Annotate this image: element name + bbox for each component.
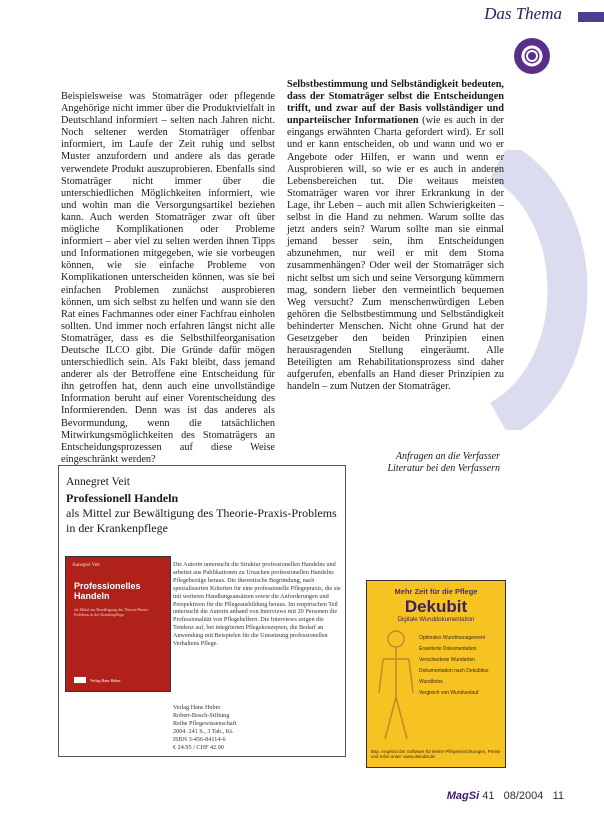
publisher-logo-icon <box>74 677 86 683</box>
feature-item: Verschiedene Wundarten <box>419 657 476 663</box>
publisher-line: ISBN 3-456-84114-6 <box>173 735 226 743</box>
cover-subtitle: als Mittel zur Bewältigung des Theorie-Praxis-Problems in der Krankenpflege <box>74 607 150 617</box>
book-description: Die Autorin untersucht die Struktur professionellen Handelns und arbeitet aus Publikationen zu Ursachen professionellen Handelns Pflegebezüge heraus. Die theoretische Begründung, nach spezialisierten Kriterien für eine professionelle Pflegepraxis, die sie mit weiteren Handlungsansätzen sowie die Anforderungen und Perspektiven für die Pflegeausbildung heraus. Im empirischen Teil untersucht die Autorin anhand von Interviews mit 20 Personen die Professionalität von Pflegehelfern. Die Interviews zeigen die Tendenz auf, bei integrierten Pflegekonzepten, die Bedarf an Anwendung mit Beispielen für die Umsetzung professionellen Verhaltens Pflege. <box>173 561 341 648</box>
dekubit-advertisement[interactable] <box>366 580 506 768</box>
publisher-line: Reihe Pflegewissenschaft <box>173 719 237 727</box>
cover-publisher: Verlag Hans Huber <box>90 678 121 683</box>
ad-brand: Dekubit <box>404 597 468 616</box>
book-cover-image <box>65 556 171 692</box>
body-text: (wie es auch in der eingangs erwähnten Charta gefordert wird). Er soll und er kann entscheiden, ob und wann und wo er Angebote oder Hilfen, er wann und wenn er Ausprobieren will, so wie er es auch in anderen Lebensbereichen tut. Die weitaus meisten Stomaträger waren vor ihrer Erkrankung in der Lage, ihr Leben – auch mit allen Schwierigkeiten – selbst in die Hand zu nehmen. Warum sollte das jetzt anders sein? Warum sollte man sie einmal jemand besser sein, ihm Entscheidungen abzunehmen, nur weil er mit dem Stoma zusammenhängen? Oder weil der Stomaträger sich nicht selbst um sich und seine Versorgung kümmern mag, sondern lieber den vermeintlich bequemen Weg versucht? Zum menschenwürdigen Leben gehören die Selbstbestimmung und Selbständigkeit behinderter Menschen. Nicht ohne Grund hat der Gesetzgeber den beiden Prinzipien einen herausragenden Stellung eingeräumt. Alle Beteiligten am Rehabilitationsprozess sind daher aufgerufen, ebenfalls an Hand dieser Prinzipien zu handeln – zum Nutzen der Stomaträger. <box>287 115 504 393</box>
cover-author: Annegret Veit <box>72 563 100 568</box>
article-right-column <box>287 79 504 393</box>
ad-tagline: Mehr Zeit für die Pflege <box>394 587 478 596</box>
sources-note <box>330 451 500 475</box>
publisher-line: € 24.95 / CHF 42.90 <box>173 743 224 751</box>
feature-item: Erweiterte Dokumentation <box>419 646 477 652</box>
publisher-line: Robert-Bosch-Stiftung <box>173 711 230 719</box>
publisher-info <box>173 704 333 751</box>
issue-date: 08/2004 <box>503 790 544 802</box>
sources-line: Literatur bei den Verfassern <box>387 463 500 474</box>
lead-text: Selbstbestimmung und Selbständigkeit bedeuten, dass der Stomaträger selbst die Entscheidungen trifft, und zwar auf der Basis vollständiger und unparteiischer Informationen <box>287 79 504 127</box>
ad-brand-subtitle: Digitale Wunddokumentation <box>397 617 475 623</box>
sources-line: Anfragen an die Verfasser <box>395 451 500 462</box>
cover-title: Professionelles Handeln <box>74 581 141 601</box>
ad-footer: Bsp. Angebot der Software für kleine Pflegeeinrichtungen, Preise und Infos unter: www.dekubit.de <box>371 749 501 759</box>
section-title: Das Thema <box>484 4 562 23</box>
publisher-line: Verlag Hans Huber <box>173 704 221 711</box>
body-figure-icon <box>373 627 419 747</box>
book-title-block <box>66 491 341 536</box>
feature-item: Optimales Wundmanagement <box>419 635 486 641</box>
book-title: Professionell Handeln <box>66 491 179 505</box>
section-color-bar <box>578 12 604 22</box>
issue-number: 41 <box>482 790 495 802</box>
page-number: 11 <box>552 790 564 802</box>
magazine-name: MagSi <box>446 790 480 802</box>
article-paragraph <box>287 79 504 393</box>
book-subtitle: als Mittel zur Bewältigung des Theorie-Praxis-Problems in der Krankenpflege <box>66 506 337 535</box>
book-advertisement[interactable] <box>58 465 346 757</box>
ring-logo-icon <box>514 38 550 74</box>
ad-feature-list <box>419 635 499 701</box>
feature-item: Vergleich von Wundverlauf <box>419 690 479 696</box>
feature-item: Dokumentation nach Dekubitus <box>419 668 489 674</box>
book-author: Annegret Veit <box>66 476 130 488</box>
article-left-column <box>61 91 275 466</box>
publisher-line: 2004. 241 S., 3 Tab., Kt. <box>173 727 234 735</box>
page-footer <box>447 790 564 802</box>
article-paragraph: Beispielsweise was Stomaträger oder pflegende Angehörige nicht immer über die Produktvielfalt in Deutschland informiert – selten nach Jahren nicht. Noch seltener werden Stomaträger offenbar informiert, im Laufe der Zeit ruhig und selbst Muster anzufordern und andere als das gerade verwendete Produkt auszuprobieren. Ebenfalls sind Stomaträger nicht immer über die unterschiedlichen Möglichkeiten informiert, wie und wohin man die Versorgungsartikel beziehen kann. Auch werden Stomaträger zwar oft über mögliche Komplikationen oder Probleme informiert – aber viel zu selten werden ihnen Tipps und Informationen mitgegeben, wie sie vorbeugen können, wie sie einfache Probleme von Komplikationen unterscheiden können, was sie bei einfachen Problemen zunächst ausprobieren können, um sich selbst zu helfen und wann sie den Rat eines Fachmannes oder einer Fachfrau einholen sollten. Und immer noch erfahren längst nicht alle Stomaträger, dass es die Selbsthilfeorganisation Deutsche ILCO gibt. Die Gründe dafür mögen unterschiedlich sein. Als Fakt bleibt, dass jemand anderer als der Betroffene eine Entscheidung für ihn getroffen hat, denn auch eine unvollständige Information beruht auf einer Vorentscheidung des Informierenden. Denn was ist das anderes als Bevormundung, wenn die tatsächlichen Mitwirkungsmöglichkeiten des Stomaträgers an Entscheidungsprozessen auf diese Weise eingeschränkt werden? <box>61 91 275 465</box>
feature-item: Wundfotos <box>419 679 443 685</box>
